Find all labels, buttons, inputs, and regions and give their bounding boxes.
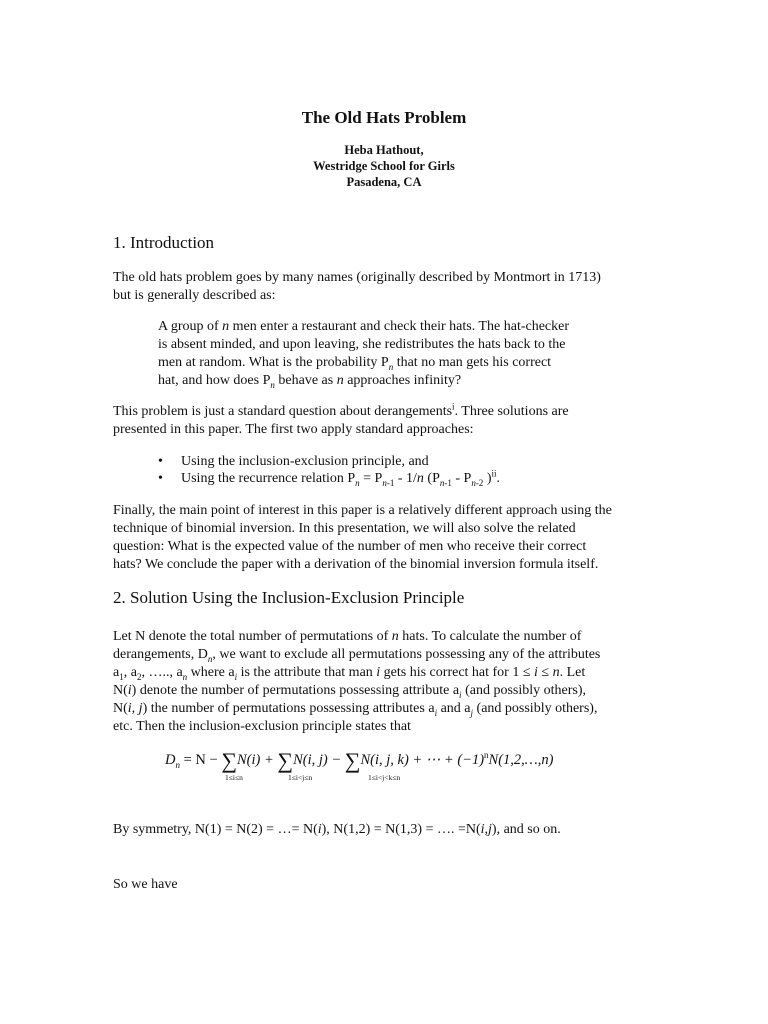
section2-paragraph-line: etc. Then the inclusion-exclusion principle states that — [113, 719, 411, 734]
binomial-paragraph-line: hats? We conclude the paper with a derivation of the binomial inversion formula itself. — [113, 557, 599, 572]
problem-quote-line: A group of n men enter a restaurant and check their hats. The hat-checker — [158, 319, 570, 334]
sum-symbol: ∑ — [277, 748, 294, 773]
binomial-paragraph-line: technique of binomial inversion. In this presentation, we will also solve the related — [113, 521, 576, 536]
problem-quote-line: hat, and how does $P_n$ behave as n approaches infinity? — [158, 373, 462, 390]
footnote-marker: i — [452, 401, 455, 412]
sum-limit: 1≤i≤n — [225, 773, 243, 782]
section2-paragraph-line: N(i, j) the number of permutations possessing attributes $a_i$ and $a_j$ (and possibly others), — [113, 701, 598, 718]
derangement-paragraph-line: presented in this paper. The first two apply standard approaches: — [113, 422, 474, 437]
paper-title: The Old Hats Problem — [301, 108, 467, 127]
so-we-have-line: So we have — [113, 877, 178, 892]
sum-symbol: ∑ — [221, 748, 237, 773]
author-school: Westridge School for Girls — [313, 159, 455, 173]
sum-symbol: ∑ — [344, 748, 361, 773]
intro-paragraph-line: The old hats problem goes by many names (originally described by Montmort in 1713) — [113, 270, 601, 285]
author-city: Pasadena, CA — [346, 175, 422, 189]
problem-quote-line: men at random. What is the probability $P_n$ that no man gets his correct — [158, 355, 552, 372]
section2-paragraph-line: N(i) denote the number of permutations possessing attribute $a_i$ (and possibly others), — [113, 683, 586, 700]
bullet-item: • Using the inclusion-exclusion principle, and — [158, 454, 429, 469]
problem-quote-line: is absent minded, and upon leaving, she redistributes the hats back to the — [158, 337, 566, 352]
intro-paragraph-line: but is generally described as: — [113, 288, 276, 303]
sum-limit: 1≤i<j<k≤n — [368, 773, 401, 782]
bullet-glyph: • — [158, 454, 163, 469]
section2-paragraph-line: derangements, $D_n$, we want to exclude all permutations possessing any of the attributes — [113, 647, 601, 664]
section-heading-introduction: 1. Introduction — [113, 233, 215, 252]
derangement-paragraph-line: This problem is just a standard question about derangements$^i$. Three solutions are — [113, 401, 569, 419]
binomial-paragraph-line: Finally, the main point of interest in this paper is a relatively different approach using the — [113, 503, 612, 518]
section-heading-inclusion-exclusion: 2. Solution Using the Inclusion-Exclusion Principle — [113, 588, 465, 607]
binomial-paragraph-line: question: What is the expected value of the number of men who receive their correct — [113, 539, 587, 554]
bullet-glyph: • — [158, 471, 163, 486]
author-name: Heba Hathout, — [344, 143, 424, 157]
section2-paragraph-line: Let N denote the total number of permutations of n hats. To calculate the number of — [113, 629, 582, 644]
sum-limit: 1≤i<j≤n — [288, 773, 313, 782]
bullet-item: • Using the recurrence relation $P_n = P_{n-1} - 1/n$ ($P_{n-1} - P_{n-2}$ )$^{ii}$. — [158, 468, 500, 488]
symmetry-line: By symmetry, N(1) = N(2) = …= N(i), N(1,2) = N(1,3) = …. =N(i,j), and so on. — [113, 822, 561, 837]
inclusion-exclusion-equation: $D_n = N - \sum N(i) + \sum N(i$, j) − ∑N(i, j, k) + ⋯ + $(-1)^nN(1,2,\dots,n)$ — [165, 748, 554, 773]
section2-paragraph-line: $a_1$, $a_2$, ….., $a_n$ where $a_i$ is the attribute that man i gets his correct hat for 1 ≤ i ≤ n. Let — [113, 665, 586, 682]
